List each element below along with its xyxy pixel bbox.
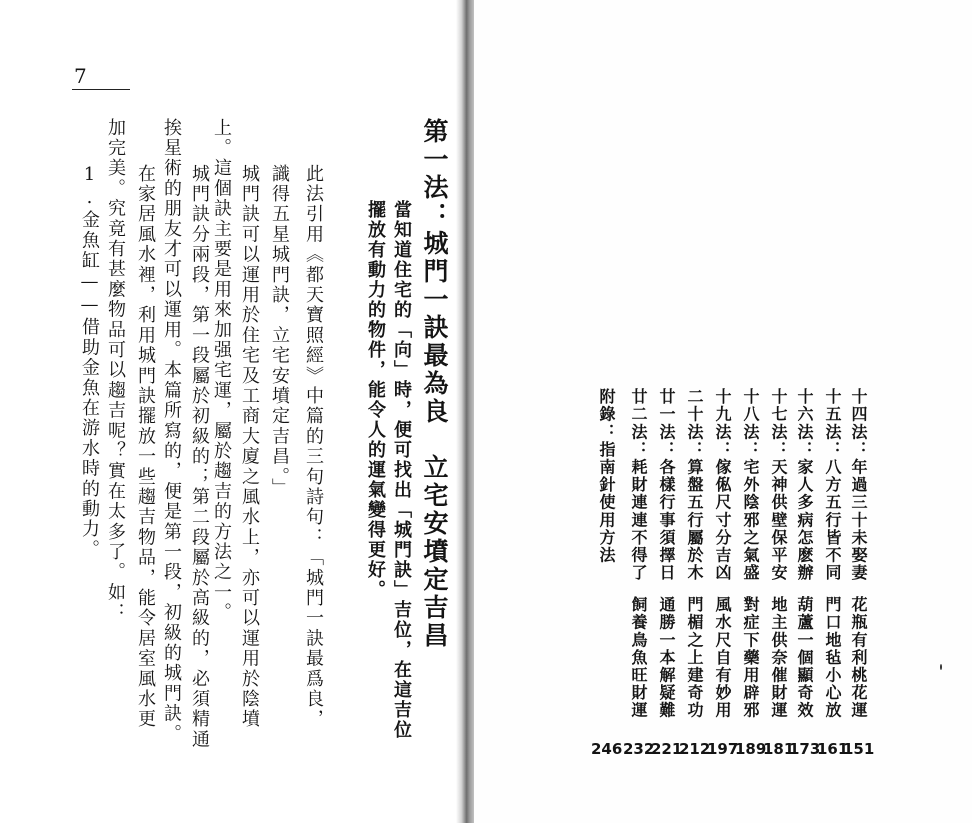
toc-entry-heading	[770, 388, 786, 582]
page-speck	[940, 664, 942, 670]
toc-entry-subtitle: 花瓶有利桃花運	[849, 596, 868, 720]
toc-entry-heading	[850, 388, 866, 582]
toc-entry-title: 各樣行事須擇日	[657, 458, 676, 582]
toc-entry-title: 傢俬尺寸分吉凶	[713, 458, 732, 582]
toc-entry-label: 十五法：	[823, 388, 842, 459]
toc-entry-label: 附錄：	[597, 388, 616, 441]
body-column-2: 識得五星城門訣，立宅安墳定吉昌。」	[269, 164, 290, 499]
toc-entry-page: 212	[679, 740, 711, 758]
toc-entry-page: 232	[623, 740, 655, 758]
toc-entry-subtitle: 葫蘆一個顯奇效	[795, 596, 814, 720]
intro-column-2: 擺放有動力的物件，能令人的運氣變得更好。	[365, 200, 386, 600]
body-column-4: 上。這個訣主要是用來加强宅運，屬於趨吉的方法之一。	[211, 118, 232, 623]
page-number: 7	[74, 64, 87, 88]
chapter-title: 第一法：城門一訣最為良 立宅安墳定吉昌	[420, 118, 449, 650]
toc-entry-heading	[658, 388, 674, 582]
toc-entry-subtitle: 飼養鳥魚旺財運	[629, 596, 648, 720]
toc-entry-subtitle: 地主供奈催財運	[769, 596, 788, 720]
toc-entry-title: 八方五行皆不同	[823, 458, 842, 582]
toc-entry-label: 十九法：	[713, 388, 732, 459]
toc-entry-subtitle: 門口地毡小心放	[823, 596, 842, 720]
toc-entry-page: 161	[817, 740, 849, 758]
toc-entry-subtitle: 風水尺自有妙用	[713, 596, 732, 720]
toc-entry-heading	[742, 388, 758, 582]
toc-entry-title: 宅外陰邪之氣盛	[741, 458, 760, 582]
toc-entry-page: 189	[735, 740, 767, 758]
body-column-1: 此法引用《都天寶照經》中篇的三句詩句：「城門一訣最爲良，	[303, 164, 324, 730]
right-page	[474, 0, 972, 823]
toc-entry-title: 指南針使用方法	[597, 440, 616, 565]
toc-entry-title: 天神供壁保平安	[769, 458, 788, 582]
toc-entry-title: 家人多病怎麽辦	[795, 458, 814, 582]
toc-entry-subtitle: 門楣之上建奇功	[685, 596, 704, 720]
toc-entry-heading	[796, 388, 812, 582]
toc-entry-heading	[686, 388, 702, 582]
toc-entry-page: 221	[651, 740, 683, 758]
intro-column-1: 當知道住宅的「向」時，便可找出「城門訣」吉位，在這吉位	[391, 200, 412, 740]
toc-entry-heading	[630, 388, 646, 582]
toc-entry-label: 廿一法：	[657, 388, 676, 459]
toc-entry-title: 算盤五行屬於木	[685, 458, 704, 582]
toc-entry-label: 二十法：	[685, 388, 704, 459]
toc-entry-title: 耗財連連不得了	[629, 458, 648, 582]
body-column-6: 挨星術的朋友才可以運用。本篇所寫的，便是第一段，初級的城門訣。	[161, 118, 182, 745]
toc-entry-heading	[714, 388, 730, 582]
toc-entry-label: 廿二法：	[629, 388, 648, 459]
toc-entry-page: 151	[843, 740, 875, 758]
toc-entry-title: 年過三十未娶妻	[849, 458, 868, 582]
toc-entry-label: 十八法：	[741, 388, 760, 459]
toc-entry-label: 十七法：	[769, 388, 788, 459]
toc-entry-label: 十四法：	[849, 388, 868, 459]
toc-entry-page: 246	[591, 740, 623, 758]
left-page	[0, 0, 458, 823]
body-column-9: 1.金魚缸——借助金魚在游水時的動力。	[79, 164, 100, 560]
toc-entry-label: 十六法：	[795, 388, 814, 459]
body-column-5: 城門訣分兩段，第一段屬於初級的；第二段屬於高級的，必須精通	[189, 164, 210, 750]
body-column-7: 在家居風水裡，利用城門訣擺放一些趨吉物品，能令居室風水更	[135, 164, 156, 730]
toc-entry-subtitle: 對症下藥用辟邪	[741, 596, 760, 720]
toc-entry-page: 181	[763, 740, 795, 758]
toc-entry-heading	[598, 388, 614, 564]
body-column-3: 城門訣可以運用於住宅及工商大廈之風水上，亦可以運用於陰墳	[239, 164, 260, 730]
body-column-8: 加完美。究竟有甚麼物品可以趨吉呢？實在太多了。如：	[105, 118, 126, 623]
toc-entry-page: 173	[789, 740, 821, 758]
page-number-rule	[72, 89, 130, 90]
toc-entry-subtitle: 通勝一本解疑難	[657, 596, 676, 720]
toc-entry-page: 197	[707, 740, 739, 758]
toc-entry-heading	[824, 388, 840, 582]
